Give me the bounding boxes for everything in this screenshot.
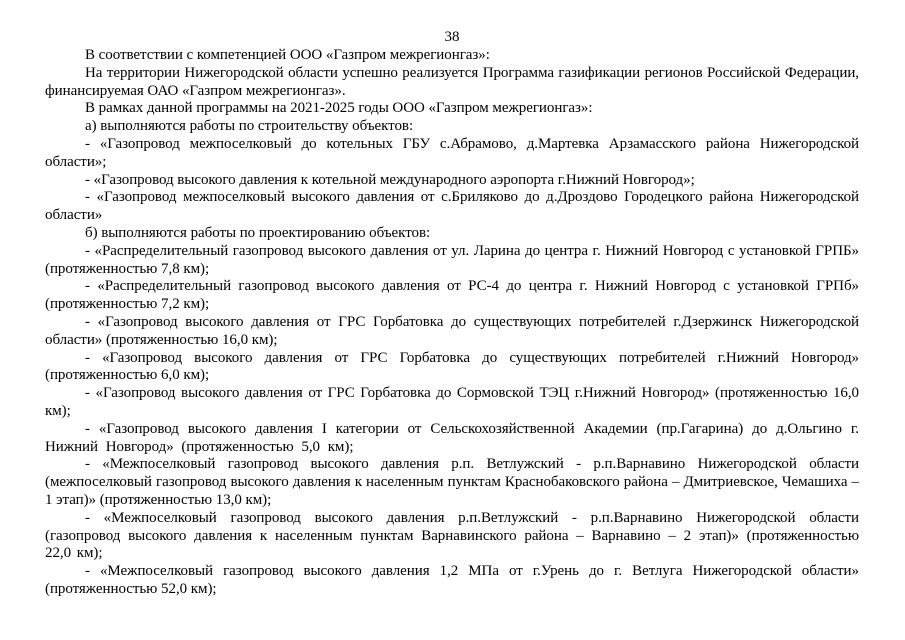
- list-item-construction-3: - «Газопровод межпоселковый высокого давления от с.Бриляково до д.Дроздово Городецкого района Нижегородской области»: [45, 189, 859, 224]
- document-page: [45, 28, 859, 599]
- list-item-design-4: - «Газопровод высокого давления от ГРС Горбатовка до существующих потребителей г.Нижний Новгород» (протяженностью 6,0 км);: [45, 349, 859, 384]
- paragraph-construction-heading: а) выполняются работы по строительству объектов:: [85, 118, 414, 135]
- list-item-design-6: - «Газопровод высокого давления I категории от Сельскохозяйственной Академии (пр.Гагарина) до д.Ольгино г. Нижний Новгород» (протяженностью 5,0 км);: [45, 420, 859, 455]
- list-item-design-5: - «Газопровод высокого давления от ГРС Горбатовка до Сормовской ТЭЦ г.Нижний Новгород» (протяженностью 16,0 км);: [45, 385, 859, 419]
- paragraph-intro: В соответствии с компетенцией ООО «Газпром межрегионгаз»:: [85, 47, 490, 63]
- list-item-design-2: - «Распределительный газопровод высокого давления от РС-4 до центра г. Нижний Новгород с установкой ГРПб» (протяженностью 7,2 км);: [45, 278, 859, 313]
- list-item-design-9: - «Межпоселковый газопровод высокого давления 1,2 МПа от г.Урень до г. Ветлуга Нижегородской области» (протяженностью 52,0 км);: [45, 563, 859, 597]
- paragraph-program: На территории Нижегородской области успешно реализуется Программа газификации регионов Российской Федерации, финансируемая ОАО «Газпром межрегионгаз».: [45, 64, 859, 99]
- paragraph-program-years: В рамках данной программы на 2021-2025 годы ООО «Газпром межрегионгаз»:: [85, 100, 593, 117]
- list-item-design-3: - «Газопровод высокого давления от ГРС Горбатовка до существующих потребителей г.Дзержинск Нижегородской области» (протяженностью 16,0 км);: [45, 313, 859, 348]
- list-item-design-1: - «Распределительный газопровод высокого давления от ул. Ларина до центра г. Нижний Новгород с установкой ГРПБ» (протяженностью 7,8 км);: [45, 242, 859, 277]
- page-number: 38: [444, 29, 460, 45]
- list-item-design-8: - «Межпоселковый газопровод высокого давления р.п.Ветлужский - р.п.Варнавино Нижегородской области (газопровод высокого давления к населенным пунктам Варнавинского района – Варнавино – 2 этап)» (протяженностью 22,0 км);: [45, 509, 859, 562]
- paragraph-design-heading: б) выполняются работы по проектированию объектов:: [85, 224, 431, 241]
- list-item-construction-1: - «Газопровод межпоселковый до котельных ГБУ с.Абрамово, д.Мартевка Арзамасского района Нижегородской области»;: [45, 135, 859, 170]
- list-item-design-7: - «Межпоселковый газопровод высокого давления р.п. Ветлужский - р.п.Варнавино Нижегородской области (межпоселковый газопровод высокого давления к населенным пунктам Краснобаковского района – Дмитриевское, Чемашиха – 1 этап)» (протяженностью 13,0 км);: [45, 456, 859, 508]
- list-item-construction-2: - «Газопровод высокого давления к котельной международного аэропорта г.Нижний Новгород»;: [85, 171, 695, 188]
